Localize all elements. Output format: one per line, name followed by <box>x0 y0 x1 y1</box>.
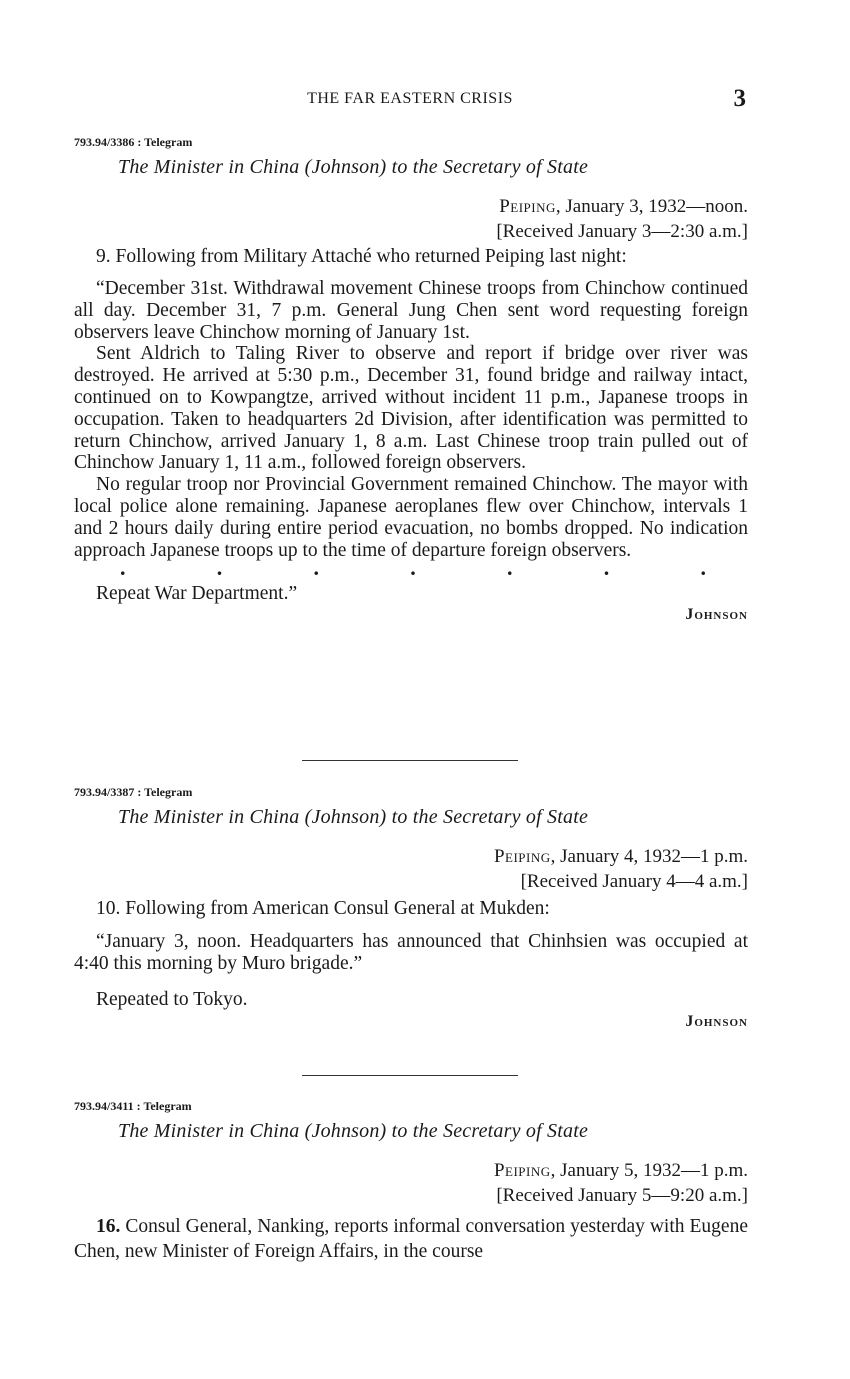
running-title: THE FAR EASTERN CRISIS <box>307 90 513 107</box>
signature: Johnson <box>685 1012 748 1030</box>
quote-paragraph: “December 31st. Withdrawal movement Chinese troops from Chinchow continued all day. December 31, 7 p.m. General Jung Chen sent word requesting foreign observers leave Chinchow morning of January 1st. <box>74 278 748 343</box>
message-closing: Repeated to Tokyo. <box>96 988 248 1010</box>
dateline-date: , January 3, 1932—noon. <box>555 196 748 217</box>
dateline-place: Peiping <box>493 846 551 867</box>
message-opening: 10. Following from American Consul General at Mukden: <box>96 898 550 919</box>
omission-dot: . <box>507 555 513 581</box>
dateline <box>74 194 748 219</box>
omission-dot: . <box>410 555 416 581</box>
omission-dot: . <box>120 555 126 581</box>
page-number: 3 <box>733 85 746 112</box>
omission-dot: . <box>700 555 706 581</box>
dateline-date: , January 5, 1932—1 p.m. <box>550 1160 748 1181</box>
file-reference: 793.94/3411 : Telegram <box>74 1099 192 1113</box>
telegram-1 <box>74 134 748 624</box>
message-number: 16. <box>96 1216 121 1237</box>
quote-paragraph: Sent Aldrich to Taling River to observe and report if bridge over river was destroyed. He arrived at 5:30 p.m., December 31, found bridge and railway intact, continued on to Kowpangtze, arrived without incident 11 p.m., Japanese troops in occupation. Taken to headquarters 2d Division, after identification was permitted to return Chinchow, arrived January 1, 8 a.m. Last Chinese troop train pulled out of Chinchow January 1, 11 a.m., followed foreign observers. <box>74 343 748 474</box>
quote-closing: Repeat War Department.” <box>96 583 298 605</box>
signature: Johnson <box>685 606 748 624</box>
dateline <box>74 1158 748 1183</box>
page-header <box>74 86 746 116</box>
dateline-place: Peiping <box>499 196 556 217</box>
document-title: The Minister in China (Johnson) to the Secretary of State <box>118 1120 589 1142</box>
message-opening: 9. Following from Military Attaché who returned Peiping last night: <box>96 246 627 267</box>
dateline <box>74 844 748 869</box>
quote-paragraph: No regular troop nor Provincial Government remained Chinchow. The mayor with local police alone remaining. Japanese aeroplanes flew over Chinchow, intervals 1 and 2 hours daily during entire period evacuation, no bombs dropped. No indication approach Japanese troops up to the time of departure foreign observers. <box>74 474 748 561</box>
telegram-2 <box>74 784 748 1031</box>
section-divider <box>302 760 518 761</box>
omission-dots <box>74 555 748 581</box>
received-line: [Received January 5—9:20 a.m.] <box>496 1185 748 1206</box>
file-reference: 793.94/3387 : Telegram <box>74 785 193 799</box>
omission-dot: . <box>216 555 223 581</box>
quote-paragraph: “January 3, noon. Headquarters has announced that Chinhsien was occupied at 4:40 this morning by Muro brigade.” <box>74 931 748 974</box>
message-opening <box>74 1214 748 1264</box>
omission-dot: . <box>603 555 610 581</box>
telegram-3 <box>74 1098 748 1264</box>
document-title: The Minister in China (Johnson) to the Secretary of State <box>118 806 589 828</box>
document-title: The Minister in China (Johnson) to the Secretary of State <box>118 156 589 178</box>
received-line: [Received January 3—2:30 a.m.] <box>496 221 748 242</box>
omission-dot: . <box>313 555 319 581</box>
message-text: Consul General, Nanking, reports informal conversation yesterday with Eugene Chen, new Minister of Foreign Affairs, in the course <box>74 1216 748 1262</box>
section-divider <box>302 1075 518 1076</box>
dateline-place: Peiping <box>493 1160 551 1181</box>
file-reference: 793.94/3386 : Telegram <box>74 135 193 149</box>
dateline-date: , January 4, 1932—1 p.m. <box>550 846 748 867</box>
received-line: [Received January 4—4 a.m.] <box>520 871 748 892</box>
